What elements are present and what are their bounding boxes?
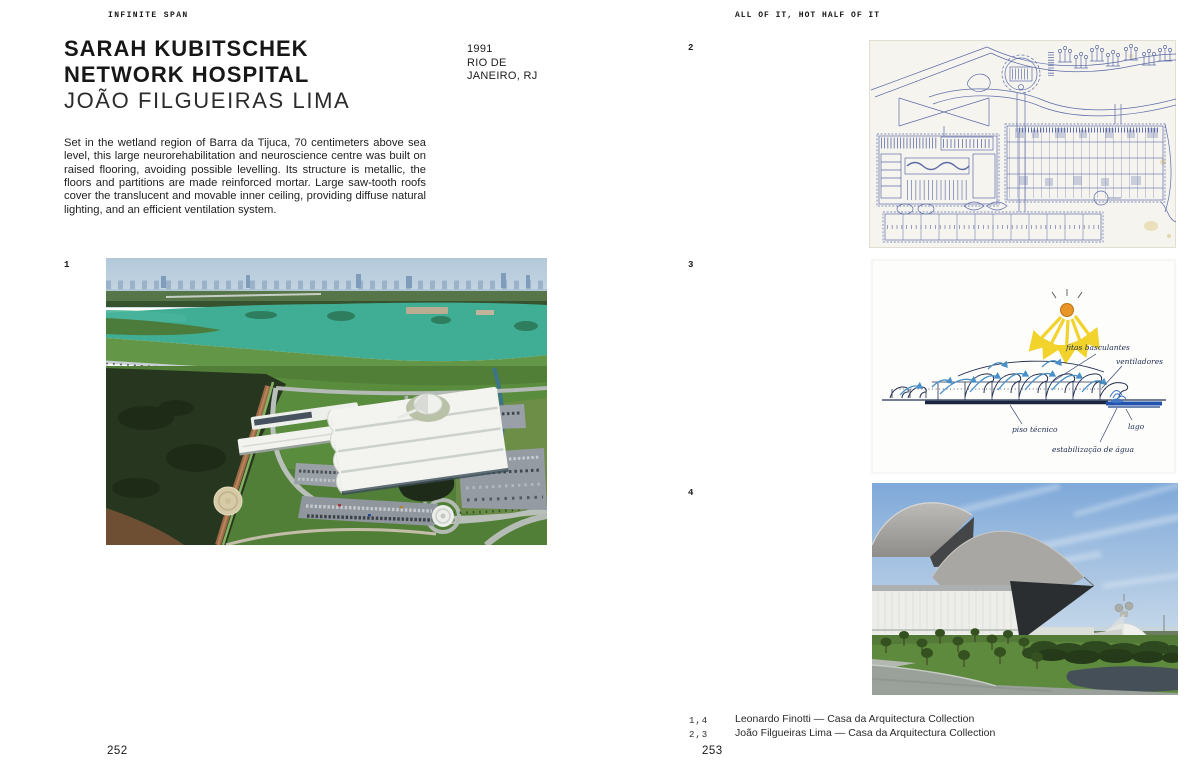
page-number-right: 253 [702,745,723,757]
figure-4-number: 4 [688,488,694,498]
figure-4-exterior-photo [872,483,1178,695]
figure-3-section-sketch [870,258,1177,475]
running-head-right: ALL OF IT, HOT HALF OF IT [735,11,881,20]
project-title [64,36,350,114]
title-line-2: NETWORK HOSPITAL [64,62,310,87]
figure-1-aerial-photo [106,258,547,545]
aerial-photo-illustration [106,258,547,545]
caption-credit-2-3: João Filgueiras Lima — Casa da Arquitectura Collection [735,727,996,739]
exterior-photo-illustration [872,483,1178,695]
project-location-1: RIO DE [467,56,507,69]
helipad [214,487,242,515]
project-year: 1991 [467,43,493,55]
site-plan-illustration [869,40,1176,248]
figure-2-site-plan [869,40,1176,248]
sketch-label-ventiladores: ventiladores [1116,357,1163,366]
caption-credit-1-4: Leonardo Finotti — Casa da Arquitectura Collection [735,713,975,725]
figure-1-number: 1 [64,260,70,270]
caption-figures-2-3: 2,3 [689,730,709,740]
sketch-label-lago: lago [1128,422,1145,431]
section-sketch-illustration [870,258,1177,475]
figure-3-number: 3 [688,260,694,270]
sketch-label-piso: piso técnico [1012,425,1058,434]
title-line-architect: JOÃO FILGUEIRAS LIMA [64,88,351,113]
sketch-label-fitas: fitas basculantes [1066,343,1130,352]
project-location-2: JANEIRO, RJ [467,70,538,82]
figure-2-number: 2 [688,43,694,53]
title-line-1: SARAH KUBITSCHEK [64,36,309,61]
project-info [467,43,538,84]
page-number-left: 252 [107,745,128,757]
running-head-left: INFINITE SPAN [108,11,189,20]
sketch-label-agua: estabilização de água [1052,445,1134,454]
caption-figures-1-4: 1,4 [689,716,709,726]
body-paragraph: Set in the wetland region of Barra da Tijuca, 70 centimeters above sea level, this large neurorehabilitation and neuroscience centre was built on raised flooring, avoiding possible levelling. Its structure is metallic, the floors and partitions are made reinforced mortar. Large saw-tooth roofs cover the translucent and movable inner ceiling, providing diffuse natural lighting, and an efficient ventilation system. [64,137,426,216]
